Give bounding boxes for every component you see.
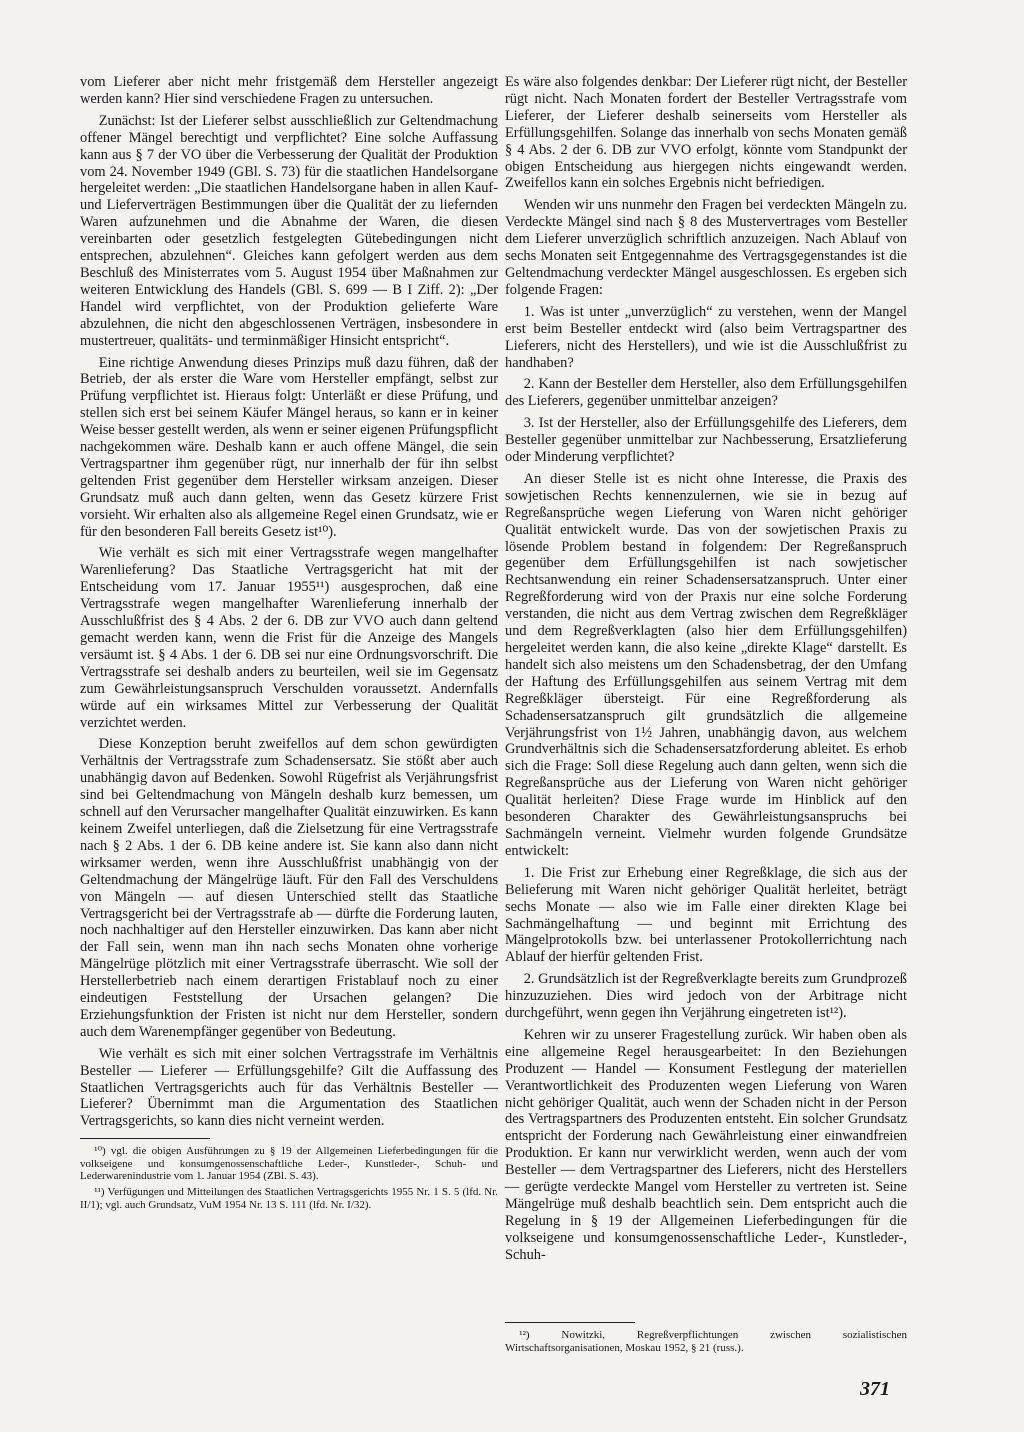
paragraph: Eine richtige Anwendung dieses Prinzips muß dazu führen, daß der Betrieb, der als erster die Ware vom Hersteller empfängt, selbst zur Prüfung verpflichtet ist. Hieraus folgt: Unterläßt er diese Prüfung, und stellen sich erst bei seinem Käufer Mängel heraus, so kann er in keiner Weise besser gestellt werden, als wenn er seiner eigenen Prüfungspflicht nachgekommen wäre. Deshalb kann er auch offene Mängel, die sein Vertragspartner ihm gegenüber rügt, nur innerhalb der für ihn selbst geltenden Frist gegenüber dem Hersteller wirksam anzeigen. Dieser Grundsatz muß auch dann gelten, wenn das Gesetz kürzere Frist vorsieht. Wir erhalten also als allgemeine Regel einen Grundsatz, wie er für den besonderen Fall bereits Gesetz ist¹⁰). xyxy=(80,354,498,540)
paragraph: Diese Konzeption beruht zweifellos auf dem schon gewürdigten Verhältnis der Vertragsstrafe zum Schadensersatz. Sie stößt aber auch unabhängig davon auf Bedenken. Sowohl Rügefrist als Verjährungsfrist sind bei Geltendmachung von Mängeln deshalb kurz bemessen, um schnell auf den Verursacher mangelhafter Qualität einzuwirken. Es kann keinem Zweifel unterliegen, daß die Zielsetzung für eine Vertragsstrafe nach § 2 Abs. 1 der 6. DB keine andere ist. Sie kann also dann nicht wirksamer werden, wenn ihre Ausschlußfrist unabhängig von der Geltendmachung der Mängelrüge läuft. Für den Fall des Verschuldens von Mängeln — auf diesen Unterschied stellt das Staatliche Vertragsgericht bei der Vertragsstrafe ab — dürfte die Forderung lauten, noch nachhaltiger auf den Hersteller einzuwirken. Das kann aber nicht der Fall sein, wenn man ihn nach sechs Monaten ohne vorherige Mängelrüge plötzlich mit einer Vertragsstrafe überrascht. Wie soll der Herstellerbetrieb nach einem derartigen Fristablauf noch zu einer eindeutigen Feststellung der Ursachen gelangen? Die Erziehungsfunktion der Fristen ist nicht nur dem Hersteller, sondern auch dem Warenempfänger gegenüber von Bedeutung. xyxy=(80,736,498,1040)
paragraph: Wenden wir uns nunmehr den Fragen bei verdeckten Mängeln zu. Verdeckte Mängel sind nach § 8 des Mustervertrages vom Besteller dem Lieferer unverzüglich schriftlich anzuzeigen. Nach Ablauf von sechs Monaten seit Entgegennahme des Vertragsgegenstandes ist die Geltendmachung verdeckter Mängel ausgeschlossen. Es ergeben sich folgende Fragen: xyxy=(505,197,907,298)
page-number: 371 xyxy=(860,1378,890,1400)
footnotes-right-block xyxy=(505,1322,907,1357)
paragraph: An dieser Stelle ist es nicht ohne Interesse, die Praxis des sowjetischen Rechts kennenzulernen, wie sie in bezug auf Regreßansprüche wegen Lieferung von Waren nicht gehöriger Qualität entwickelt wurde. Das von der sowjetischen Praxis zu lösende Problem bestand in folgendem: Der Regreßanspruch gegenüber dem Erfüllungsgehilfen ist nach sowjetischer Rechtsanwendung ein reiner Schadensersatzanspruch. Unter einer Regreßforderung wird von der Praxis nur eine solche Forderung verstanden, die nicht aus dem Vertrag zwischen dem Regreßkläger und dem Regreßverklagten (also hier dem Erfüllungsgehilfen) hergeleitet werden kann, die also keine „direkte Klage“ darstellt. Es handelt sich also meistens um den Schadensbetrag, der den Umfang der Haftung des Erfüllungsgehilfen aus seinem Vertrag mit dem Regreßkläger übersteigt. Für eine Regreßforderung als Schadensersatzanspruch gilt grundsätzlich die allgemeine Verjährungsfrist von 1½ Jahren, unabhängig davon, aus welchem Grundverhältnis sich die Schadensersatzforderung ableitet. Es erhob sich die Frage: Soll diese Regelung auch dann gelten, wenn sich die Regreßansprüche aus der Lieferung von Waren nicht gehöriger Qualität herleiten? Diese Frage wurde im Hinblick auf den besonderen Charakter des Gewährleistungsanspruchs bei Sachmängeln verneint. Vielmehr wurden folgende Grundsätze entwickelt: xyxy=(505,470,907,859)
footnote-divider xyxy=(80,1138,210,1139)
footnotes-left xyxy=(80,1145,498,1211)
paragraph: Wie verhält es sich mit einer Vertragsstrafe wegen mangelhafter Warenlieferung? Das Staatliche Vertragsgericht hat mit der Entscheidung vom 17. Januar 1955¹¹) ausgesprochen, daß eine Vertragsstrafe wegen mangelhafter Warenlieferung innerhalb der Ausschlußfrist des § 4 Abs. 2 der 6. DB zur VVO auch dann geltend gemacht werden kann, wenn die Frist für die Anzeige des Mangels versäumt ist. § 4 Abs. 1 der 6. DB sei nur eine Ordnungsvorschrift. Die Vertragsstrafe sei deshalb anders zu beurteilen, weil sie im Gegensatz zum Gewährleistungsanspruch Verschulden voraussetzt. Andernfalls würde auf ein wirksames Mittel zur Verbesserung der Qualität verzichtet werden. xyxy=(80,545,498,731)
paragraph: vom Lieferer aber nicht mehr fristgemäß dem Hersteller angezeigt werden kann? Hier sind verschiedene Fragen zu untersuchen. xyxy=(80,74,498,107)
right-column xyxy=(505,74,907,1269)
footnote: ¹²) Nowitzki, Regreßverpflichtungen zwischen sozialistischen Wirtschaftsorganisationen, Moskau 1952, § 21 (russ.). xyxy=(505,1329,907,1354)
footnote: ¹⁰) vgl. die obigen Ausführungen zu § 19 der Allgemeinen Lieferbedingungen für die volkseigene und konsumgenossenschaftliche Leder-, Kunstleder-, Schuh- und Lederwarenindustrie vom 1. Januar 1954 (ZBl. S. 43). xyxy=(80,1145,498,1183)
list-item: 1. Was ist unter „unverzüglich“ zu verstehen, wenn der Mangel erst beim Besteller entdeckt wird (also beim Vertragspartner des Lieferers, nicht des Herstellers), und wie ist die Ausschlußfrist zu handhaben? xyxy=(505,303,907,371)
footnotes-right xyxy=(505,1329,907,1354)
paragraph: Es wäre also folgendes denkbar: Der Lieferer rügt nicht, der Besteller rügt nicht. Nach Monaten fordert der Besteller Vertragsstrafe vom Lieferer, der Lieferer deshalb seinerseits vom Hersteller als Erfüllungsgehilfen. Solange das innerhalb von sechs Monaten gemäß § 4 Abs. 2 der 6. DB zur VVO erfolgt, könnte vom Standpunkt der obigen Entscheidung aus hiergegen nichts eingewandt werden. Zweifellos kann ein solches Ergebnis nicht befriedigen. xyxy=(505,74,907,192)
list-item: 2. Grundsätzlich ist der Regreßverklagte bereits zum Grundprozeß hinzuzuziehen. Dies wird jedoch von der Arbitrage nicht durchgeführt, wenn gegen ihn Verjährung eingetreten ist¹²). xyxy=(505,971,907,1022)
paragraph: Kehren wir zu unserer Fragestellung zurück. Wir haben oben als eine allgemeine Regel herausgearbeitet: In den Beziehungen Produzent — Handel — Konsument Festlegung der materiellen Verantwortlichkeit des Produzenten wegen Lieferung von Waren nicht gehöriger Qualität, auch wenn der Schaden nicht in der Person des Vertragspartners des Produzenten entsteht. Ein solcher Grundsatz entspricht der Forderung nach Gewährleistung einer einwandfreien Produktion. Er kann nur verwirklicht werden, wenn auch der vom Besteller — dem Vertragspartner des Lieferers, nicht des Herstellers — gerügte verdeckte Mangel vom Hersteller zu vertreten ist. Seine Mängelrüge muß deshalb beachtlich sein. Dem entspricht auch die Regelung in § 19 der Allgemeinen Lieferbedingungen für die volkseigene und konsumgenossenschaftliche Leder-, Kunstleder-, Schuh- xyxy=(505,1026,907,1263)
list-item: 3. Ist der Hersteller, also der Erfüllungsgehilfe des Lieferers, dem Besteller gegenüber unmittelbar zur Nachbesserung, Ersatzlieferung oder Minderung verpflichtet? xyxy=(505,415,907,466)
paragraph: Zunächst: Ist der Lieferer selbst ausschließlich zur Geltendmachung offener Mängel berechtigt und verpflichtet? Eine solche Auffassung kann aus § 7 der VO über die Verbesserung der Qualität der Produktion vom 24. November 1949 (GBl. S. 73) für die staatlichen Handelsorgane hergeleitet werden: „Die staatlichen Handelsorgane haben in allen Kauf- und Lieferverträgen Bestimmungen über die Qualität der zu liefernden Waren aufzunehmen und die Abnahme der Waren, die diesen vereinbarten oder gesetzlich festgelegten Gütebedingungen nicht entsprechen, abzulehnen“. Gleiches kann gefolgert werden aus dem Beschluß des Ministerrates vom 5. August 1954 über Maßnahmen zur weiteren Entwicklung des Handels (GBl. S. 699 — B I Ziff. 2): „Der Handel wird verpflichtet, von der Produktion gelieferte Ware abzulehnen, die nicht den abgeschlossenen Verträgen, insbesondere in mustertreuer, qualitäts- und terminmäßiger Hinsicht entspricht“. xyxy=(80,112,498,349)
paragraph: Wie verhält es sich mit einer solchen Vertragsstrafe im Verhältnis Besteller — Lieferer — Erfüllungsgehilfe? Gilt die Auffassung des Staatlichen Vertragsgerichts auch für das Verhältnis Besteller — Lieferer? Übernimmt man die Argumentation des Staatlichen Vertragsgerichts, so kann dies nicht verneint werden. xyxy=(80,1045,498,1130)
footnote: ¹¹) Verfügungen und Mitteilungen des Staatlichen Vertragsgerichts 1955 Nr. 1 S. 5 (lfd. Nr. II/1); vgl. auch Grundsatz, VuM 1954 Nr. 13 S. 111 (lfd. Nr. I/32). xyxy=(80,1186,498,1211)
list-item: 1. Die Frist zur Erhebung einer Regreßklage, die sich aus der Belieferung mit Waren nicht gehöriger Qualität herleitet, beträgt sechs Monate — also wie im Falle einer direkten Klage bei Sachmängelhaftung — und beginnt mit Errichtung des Mängelprotokolls bzw. bei unterlassener Protokollerrichtung nach Ablauf der hierfür geltenden Frist. xyxy=(505,864,907,966)
left-column xyxy=(80,74,498,1214)
footnote-divider xyxy=(505,1322,635,1323)
list-item: 2. Kann der Besteller dem Hersteller, also dem Erfüllungsgehilfen des Lieferers, gegenüber unmittelbar anzeigen? xyxy=(505,376,907,410)
